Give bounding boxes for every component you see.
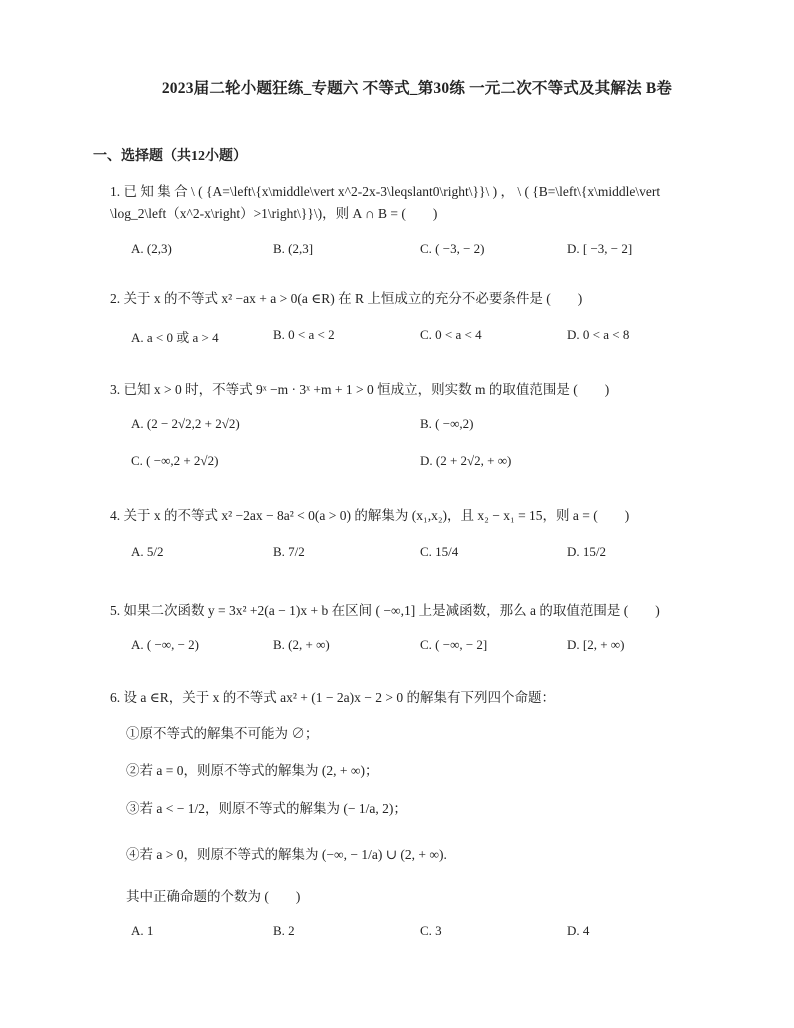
question-6-tail: 其中正确命题的个数为 ( ) (126, 889, 301, 904)
question-3-option-c: C. ( −∞,2 + 2√2) (131, 453, 219, 468)
page-title: 2023届二轮小题狂练_专题六 不等式_第30练 一元二次不等式及其解法 B卷 (161, 80, 673, 97)
question-5-option-b: B. (2, + ∞) (273, 637, 330, 652)
question-6-option-b: B. 2 (273, 923, 295, 938)
question-6-option-d: D. 4 (567, 923, 590, 938)
question-1-option-b: B. (2,3] (273, 241, 314, 256)
question-4-option-d: D. 15/2 (567, 544, 606, 559)
question-2-stem: 2. 关于 x 的不等式 x² −ax + a > 0(a ∈R) 在 R 上恒成立的充分不必要条件是 ( ) (110, 291, 583, 306)
question-2-option-d: D. 0 < a < 8 (567, 327, 630, 342)
question-6-option-a: A. 1 (131, 923, 154, 938)
question-2-option-a: A. a < 0 或 a > 4 (131, 330, 219, 345)
question-6-proposition-3: ③若 a < − 1/2，则原不等式的解集为 (− 1/a, 2)； (126, 801, 407, 816)
question-6-proposition-2: ②若 a = 0，则原不等式的解集为 (2, + ∞)； (126, 763, 379, 778)
question-6-option-c: C. 3 (420, 923, 442, 938)
question-4-option-a: A. 5/2 (131, 544, 164, 559)
question-1-stem (110, 181, 710, 225)
question-2-option-c: C. 0 < a < 4 (420, 327, 482, 342)
question-3-option-a: A. (2 − 2√2,2 + 2√2) (131, 416, 240, 431)
question-6-proposition-4: ④若 a > 0，则原不等式的解集为 (−∞, − 1/a) ∪ (2, + ∞). (126, 847, 447, 862)
question-6-proposition-1: ①原不等式的解集不可能为 ∅； (126, 726, 319, 741)
question-5-stem: 5. 如果二次函数 y = 3x² +2(a − 1)x + b 在区间 ( −∞,1] 上是减函数，那么 a 的取值范围是 ( ) (110, 603, 660, 618)
question-3-option-b: B. ( −∞,2) (420, 416, 474, 431)
question-3-option-d: D. (2 + 2√2, + ∞) (420, 453, 512, 468)
question-1-option-c: C. ( −3, − 2) (420, 241, 485, 256)
question-2-option-b: B. 0 < a < 2 (273, 327, 335, 342)
question-4-option-c: C. 15/4 (420, 544, 459, 559)
question-5-option-d: D. [2, + ∞) (567, 637, 625, 652)
question-6-stem: 6. 设 a ∈R，关于 x 的不等式 ax² + (1 − 2a)x − 2 > 0 的解集有下列四个命题： (110, 690, 555, 705)
question-1-option-d: D. [ −3, − 2] (567, 241, 633, 256)
question-1-stem-text: 1. 已 知 集 合 \ ( {A=\left\{x\middle\vert x^2-2x-3\leqslant0\right\}}\ ) ， \ ( {B=\left\{x\middle\vert \log_2\left（x^2-x\right）>1\right\}}\)，则 A ∩ B = ( ) (110, 184, 661, 221)
section-heading: 一、选择题（共12小题） (93, 149, 247, 164)
question-5-option-a: A. ( −∞, − 2) (131, 637, 199, 652)
question-1-option-a: A. (2,3) (131, 241, 172, 256)
question-4-stem: 4. 关于 x 的不等式 x² −2ax − 8a² < 0(a > 0) 的解集为 (x₁,x₂)，且 x₂ − x₁ = 15，则 a = ( ) (110, 508, 630, 523)
question-5-option-c: C. ( −∞, − 2] (420, 637, 488, 652)
question-3-stem: 3. 已知 x > 0 时，不等式 9ˣ −m · 3ˣ +m + 1 > 0 恒成立，则实数 m 的取值范围是 ( ) (110, 382, 610, 397)
question-4-option-b: B. 7/2 (273, 544, 305, 559)
